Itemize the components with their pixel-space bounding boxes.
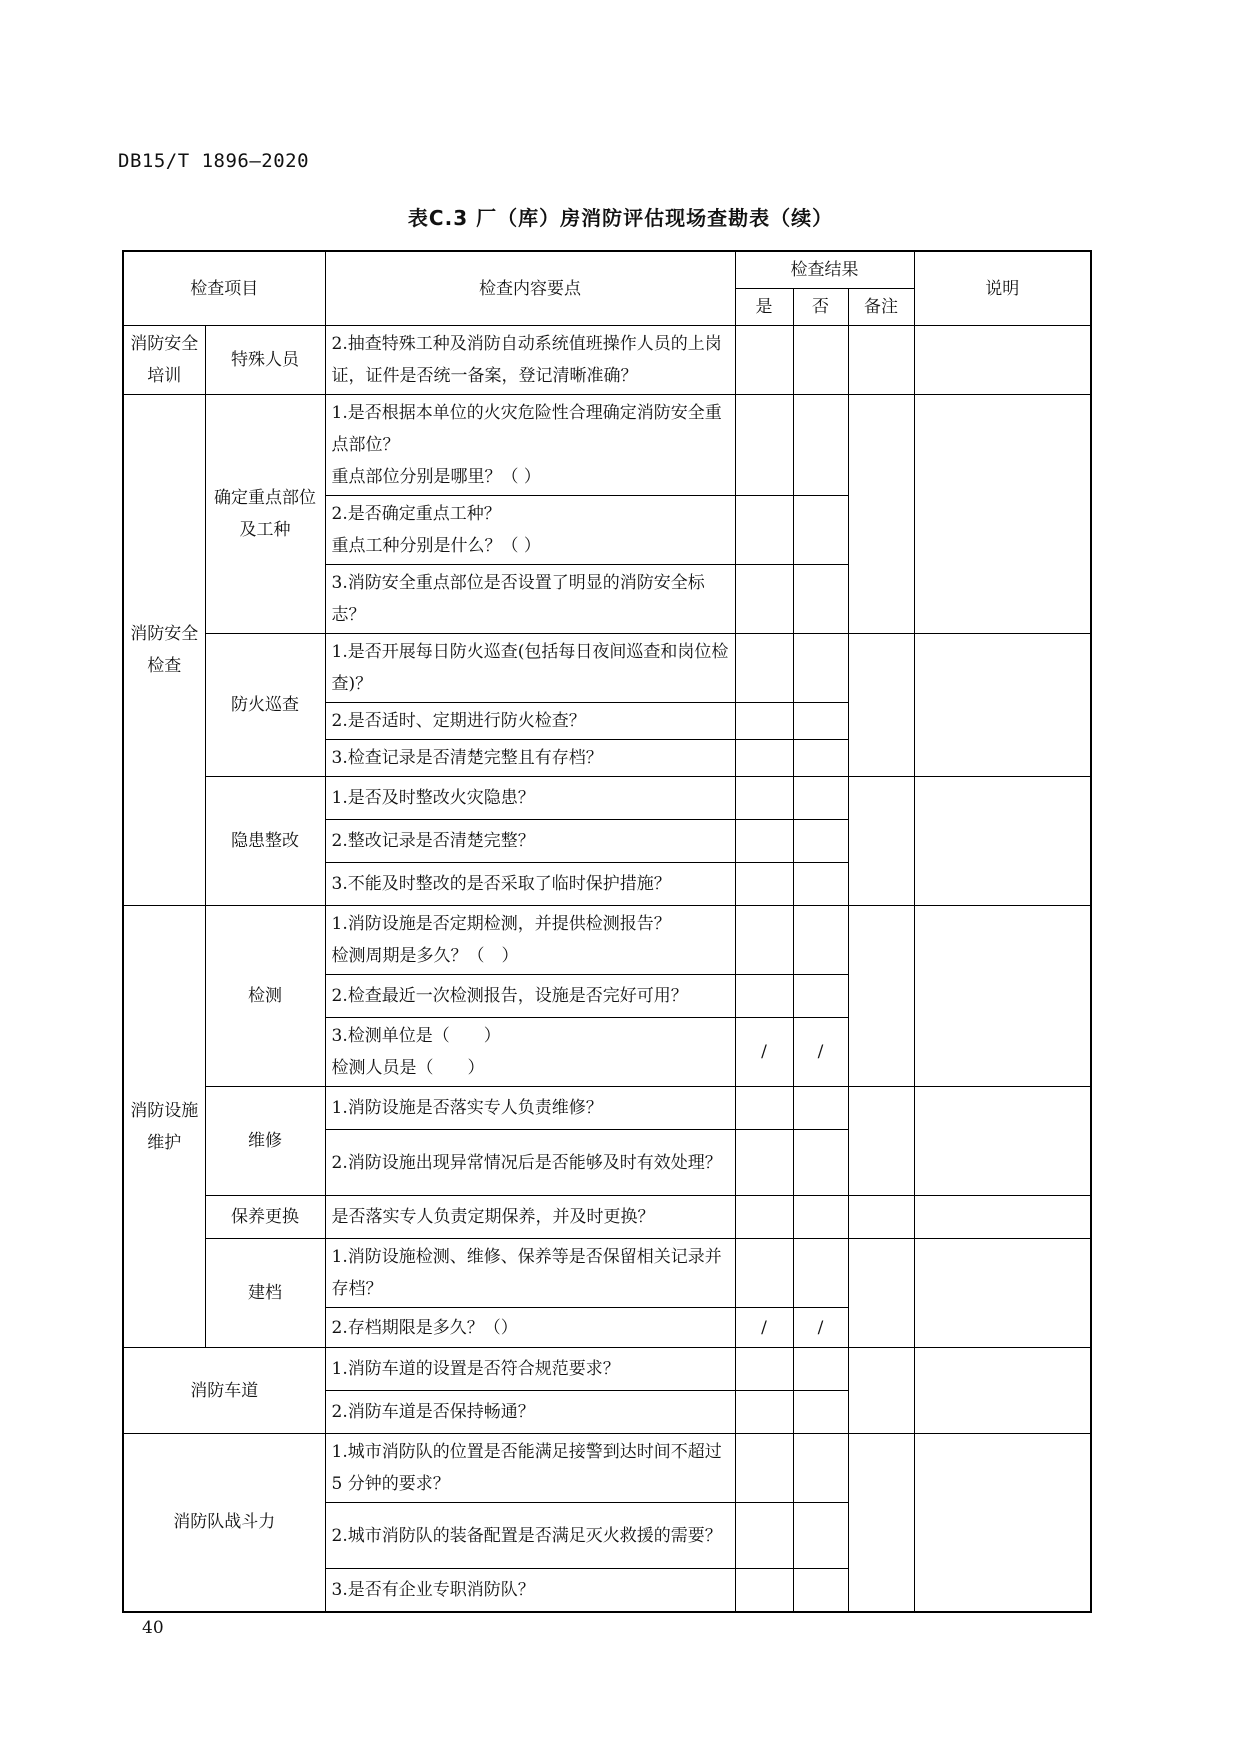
check-point: 是否落实专人负责定期保养，并及时更换？: [325, 1196, 735, 1239]
cell-explain[interactable]: [914, 326, 1091, 395]
cell-yes[interactable]: [735, 1196, 793, 1239]
cell-yes[interactable]: [735, 1348, 793, 1391]
cell-no[interactable]: /: [793, 1018, 848, 1087]
cell-no[interactable]: [793, 1391, 848, 1434]
check-point: 2.消防设施出现异常情况后是否能够及时有效处理？: [325, 1130, 735, 1196]
check-point-line: 2.是否确定重点工种？: [331, 504, 501, 524]
cell-remark[interactable]: [848, 1087, 914, 1196]
cell-no[interactable]: [793, 1130, 848, 1196]
cell-remark[interactable]: [848, 906, 914, 1087]
cell-no[interactable]: [793, 395, 848, 496]
check-point: [325, 1018, 735, 1087]
cell-yes[interactable]: [735, 975, 793, 1018]
group-label: 消防设施维护: [123, 906, 205, 1348]
header-explain: 说明: [914, 251, 1091, 326]
check-point-line: 3.检测单位是（ ）: [331, 1026, 501, 1046]
check-point: 2.抽查特殊工种及消防自动系统值班操作人员的上岗证，证件是否统一备案，登记清晰准确？: [325, 326, 735, 395]
cell-explain[interactable]: [914, 1087, 1091, 1196]
table-title: 表C.3 厂（库）房消防评估现场查勘表（续）: [407, 206, 834, 230]
check-point: 2.城市消防队的装备配置是否满足灭火救援的需要？: [325, 1503, 735, 1569]
table-row: [123, 634, 1091, 703]
cell-remark[interactable]: [848, 777, 914, 906]
group-label: 消防车道: [123, 1348, 325, 1434]
check-point: 3.检查记录是否清楚完整且有存档？: [325, 740, 735, 777]
check-point: 3.是否有企业专职消防队？: [325, 1569, 735, 1612]
cell-explain[interactable]: [914, 395, 1091, 634]
cell-no[interactable]: [793, 777, 848, 820]
subitem-label: 防火巡查: [205, 634, 325, 777]
cell-yes[interactable]: [735, 634, 793, 703]
check-point-line: 重点工种分别是什么？（ ）: [331, 536, 541, 556]
header-no: 否: [793, 289, 848, 326]
cell-no[interactable]: [793, 906, 848, 975]
header-item: 检查项目: [123, 251, 325, 326]
cell-no[interactable]: [793, 1569, 848, 1612]
cell-remark[interactable]: [848, 326, 914, 395]
cell-yes[interactable]: [735, 740, 793, 777]
table-row: [123, 326, 1091, 395]
check-point: 1.消防设施检测、维修、保养等是否保留相关记录并存档？: [325, 1239, 735, 1308]
cell-explain[interactable]: [914, 777, 1091, 906]
check-point-line: 检测周期是多久？（ ）: [331, 946, 519, 966]
header-content: 检查内容要点: [325, 251, 735, 326]
check-point: [325, 496, 735, 565]
table-row: [123, 395, 1091, 496]
inspection-table: [122, 250, 1092, 1613]
table-row: [123, 1087, 1091, 1130]
header-result: 检查结果: [735, 251, 914, 289]
header-remark: 备注: [848, 289, 914, 326]
check-point: 3.消防安全重点部位是否设置了明显的消防安全标志？: [325, 565, 735, 634]
table-row: [123, 777, 1091, 820]
cell-no[interactable]: [793, 1087, 848, 1130]
cell-explain[interactable]: [914, 1196, 1091, 1239]
cell-explain[interactable]: [914, 634, 1091, 777]
header-yes: 是: [735, 289, 793, 326]
cell-yes[interactable]: [735, 565, 793, 634]
check-point-line: 1.消防设施是否定期检测，并提供检测报告？: [331, 914, 671, 934]
check-point: [325, 906, 735, 975]
cell-no[interactable]: [793, 1348, 848, 1391]
cell-remark[interactable]: [848, 1239, 914, 1348]
cell-remark[interactable]: [848, 1348, 914, 1434]
table-row: [123, 1239, 1091, 1308]
subitem-label: 保养更换: [205, 1196, 325, 1239]
check-point: 1.消防设施是否落实专人负责维修？: [325, 1087, 735, 1130]
check-point: 2.存档期限是多久？（）: [325, 1308, 735, 1348]
header-row: [123, 251, 1091, 289]
cell-yes[interactable]: [735, 1434, 793, 1503]
subitem-label: 特殊人员: [205, 326, 325, 395]
subitem-label: 确定重点部位及工种: [205, 395, 325, 634]
table-row: [123, 1196, 1091, 1239]
cell-remark[interactable]: [848, 1434, 914, 1612]
cell-no[interactable]: [793, 1196, 848, 1239]
cell-no[interactable]: [793, 1503, 848, 1569]
cell-yes[interactable]: [735, 1503, 793, 1569]
cell-explain[interactable]: [914, 1348, 1091, 1434]
cell-yes[interactable]: [735, 906, 793, 975]
check-point: 1.是否及时整改火灾隐患？: [325, 777, 735, 820]
cell-yes[interactable]: /: [735, 1308, 793, 1348]
cell-no[interactable]: /: [793, 1308, 848, 1348]
table-row: [123, 1434, 1091, 1503]
subitem-label: 建档: [205, 1239, 325, 1348]
table-row: [123, 906, 1091, 975]
check-point: 1.城市消防队的位置是否能满足接警到达时间不超过 5 分钟的要求？: [325, 1434, 735, 1503]
check-point: 2.检查最近一次检测报告，设施是否完好可用？: [325, 975, 735, 1018]
cell-no[interactable]: [793, 703, 848, 740]
cell-no[interactable]: [793, 565, 848, 634]
group-label: 消防安全检查: [123, 395, 205, 906]
check-point: 3.不能及时整改的是否采取了临时保护措施？: [325, 863, 735, 906]
cell-yes[interactable]: [735, 777, 793, 820]
subitem-label: 维修: [205, 1087, 325, 1196]
check-point-line: 重点部位分别是哪里？（ ）: [331, 467, 541, 487]
cell-no[interactable]: [793, 740, 848, 777]
cell-remark[interactable]: [848, 1196, 914, 1239]
cell-no[interactable]: [793, 820, 848, 863]
cell-remark[interactable]: [848, 395, 914, 634]
check-point-line: 1.是否根据本单位的火灾危险性合理确定消防安全重点部位？: [331, 403, 722, 455]
cell-yes[interactable]: /: [735, 1018, 793, 1087]
check-point-line: 检测人员是（ ）: [331, 1058, 485, 1078]
cell-yes[interactable]: [735, 1239, 793, 1308]
check-point: [325, 395, 735, 496]
cell-no[interactable]: [793, 1434, 848, 1503]
check-point: 1.是否开展每日防火巡查(包括每日夜间巡查和岗位检查)？: [325, 634, 735, 703]
check-point: 2.消防车道是否保持畅通？: [325, 1391, 735, 1434]
check-point: 2.是否适时、定期进行防火检查？: [325, 703, 735, 740]
subitem-label: 检测: [205, 906, 325, 1087]
cell-no[interactable]: [793, 863, 848, 906]
cell-yes[interactable]: [735, 496, 793, 565]
cell-no[interactable]: [793, 496, 848, 565]
cell-no[interactable]: [793, 634, 848, 703]
cell-yes[interactable]: [735, 863, 793, 906]
cell-yes[interactable]: [735, 1391, 793, 1434]
cell-yes[interactable]: [735, 703, 793, 740]
cell-yes[interactable]: [735, 1087, 793, 1130]
cell-yes[interactable]: [735, 1130, 793, 1196]
cell-explain[interactable]: [914, 1434, 1091, 1612]
cell-explain[interactable]: [914, 906, 1091, 1087]
cell-no[interactable]: [793, 975, 848, 1018]
cell-yes[interactable]: [735, 395, 793, 496]
cell-remark[interactable]: [848, 634, 914, 777]
cell-no[interactable]: [793, 1239, 848, 1308]
check-point: 2.整改记录是否清楚完整？: [325, 820, 735, 863]
cell-yes[interactable]: [735, 820, 793, 863]
group-label: 消防队战斗力: [123, 1434, 325, 1612]
subitem-label: 隐患整改: [205, 777, 325, 906]
cell-explain[interactable]: [914, 1239, 1091, 1348]
cell-no[interactable]: [793, 326, 848, 395]
check-point: 1.消防车道的设置是否符合规范要求？: [325, 1348, 735, 1391]
page-number: 40: [142, 1618, 164, 1638]
cell-yes[interactable]: [735, 1569, 793, 1612]
group-label: 消防安全培训: [123, 326, 205, 395]
cell-yes[interactable]: [735, 326, 793, 395]
table-row: [123, 1348, 1091, 1391]
document-code: DB15/T 1896—2020: [118, 150, 310, 172]
